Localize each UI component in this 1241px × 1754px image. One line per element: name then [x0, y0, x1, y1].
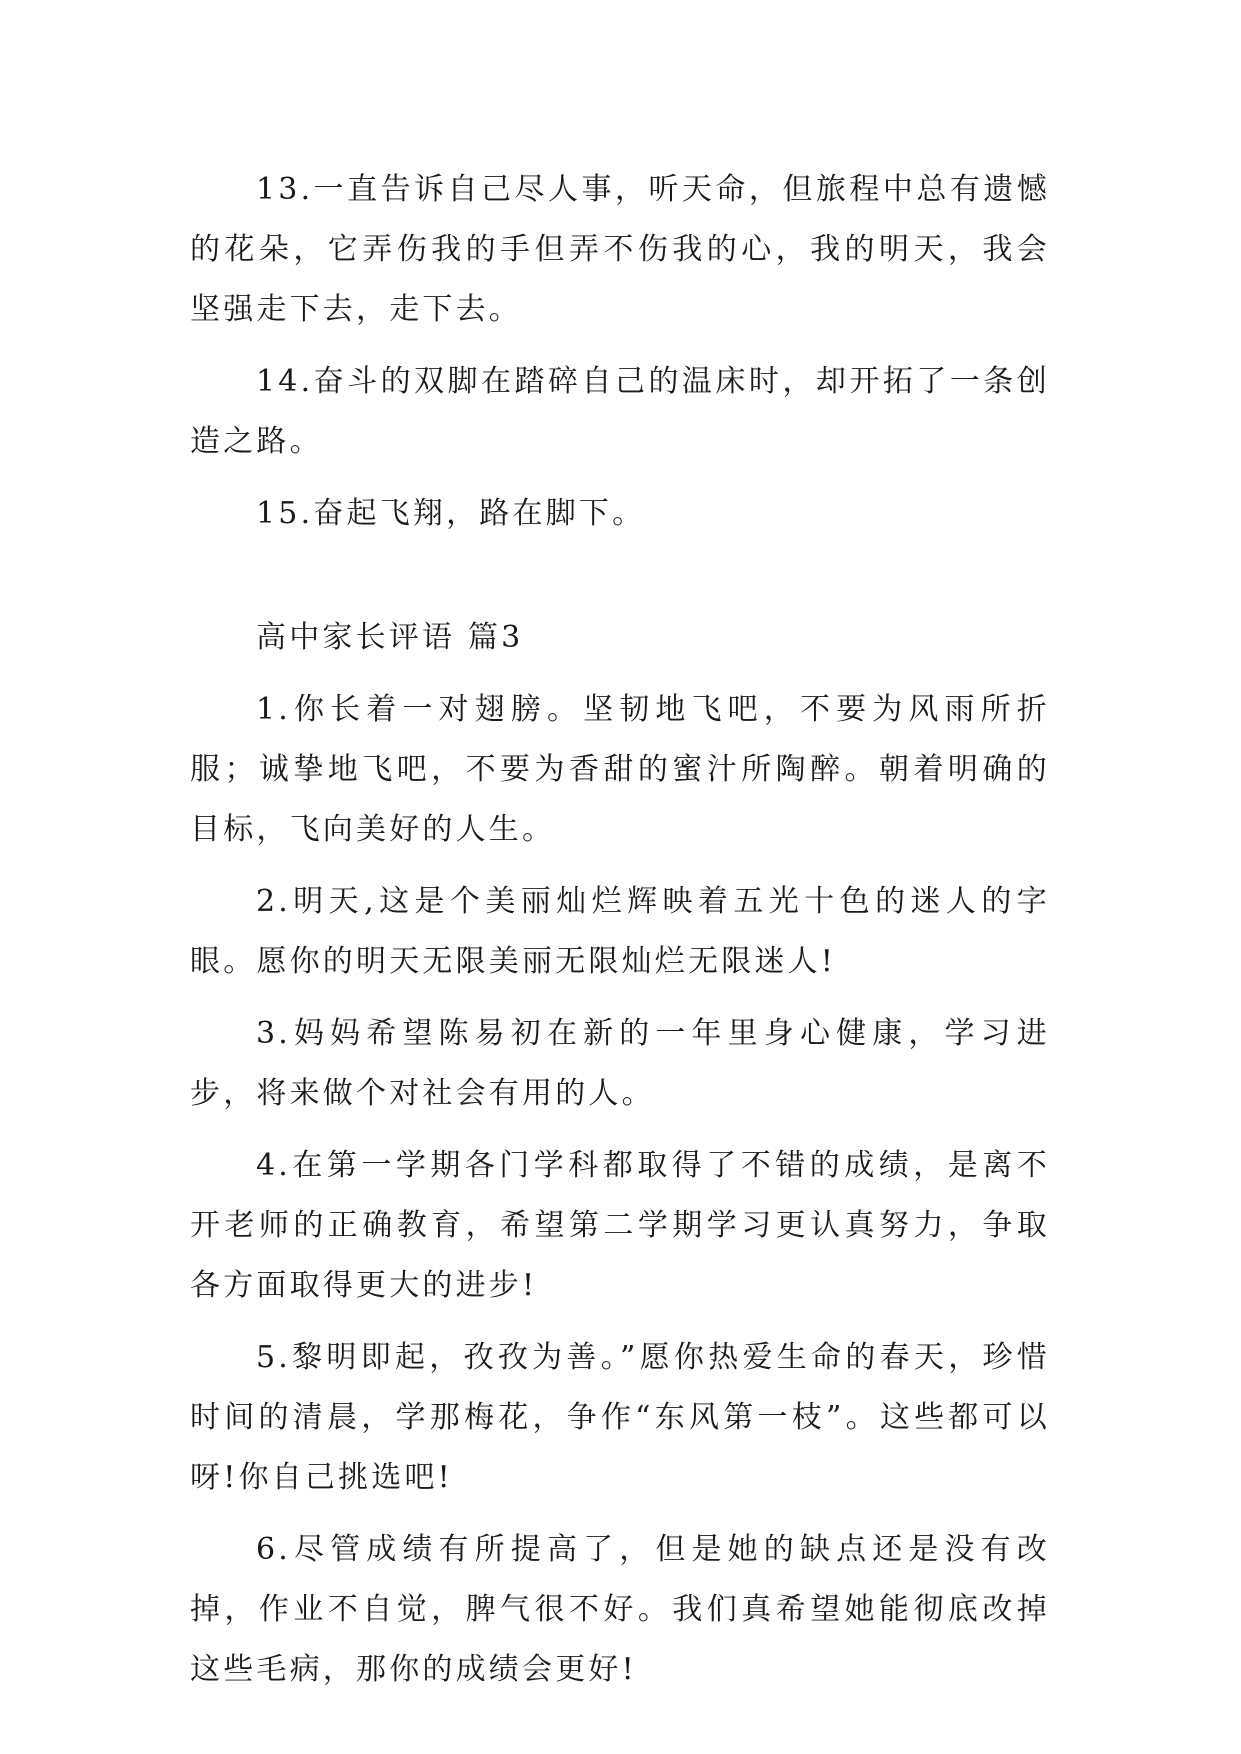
paragraph-14: 14.奋斗的双脚在踏碎自己的温床时，却开拓了一条创造之路。: [190, 364, 1050, 459]
paragraph-6: 6.尽管成绩有所提高了，但是她的缺点还是没有改掉，作业不自觉，脾气很不好。我们真希望她能彻底改掉这些毛病，那你的成绩会更好!: [190, 1532, 1050, 1687]
section-heading: 高中家长评语 篇3: [256, 620, 524, 655]
paragraph-2: 2.明天,这是个美丽灿烂辉映着五光十色的迷人的字眼。愿你的明天无限美丽无限灿烂无限迷人!: [190, 884, 1050, 979]
paragraph-1: 1.你长着一对翅膀。坚韧地飞吧，不要为风雨所折服；诚挚地飞吧，不要为香甜的蜜汁所陶醉。朝着明确的目标，飞向美好的人生。: [190, 692, 1050, 847]
paragraph-13: 13.一直告诉自己尽人事，听天命，但旅程中总有遗憾的花朵，它弄伤我的手但弄不伤我的心，我的明天，我会坚强走下去，走下去。: [190, 172, 1050, 327]
document-body: [190, 160, 1050, 1712]
paragraph-15: 15.奋起飞翔，路在脚下。: [256, 496, 646, 531]
paragraph-5: 5.黎明即起，孜孜为善。”愿你热爱生命的春天，珍惜时间的清晨，学那梅花，争作“东风第一枝”。这些都可以呀!你自己挑选吧!: [190, 1340, 1050, 1495]
paragraph-4: 4.在第一学期各门学科都取得了不错的成绩，是离不开老师的正确教育，希望第二学期学习更认真努力，争取各方面取得更大的进步!: [190, 1148, 1050, 1303]
paragraph-3: 3.妈妈希望陈易初在新的一年里身心健康，学习进步，将来做个对社会有用的人。: [190, 1016, 1050, 1111]
